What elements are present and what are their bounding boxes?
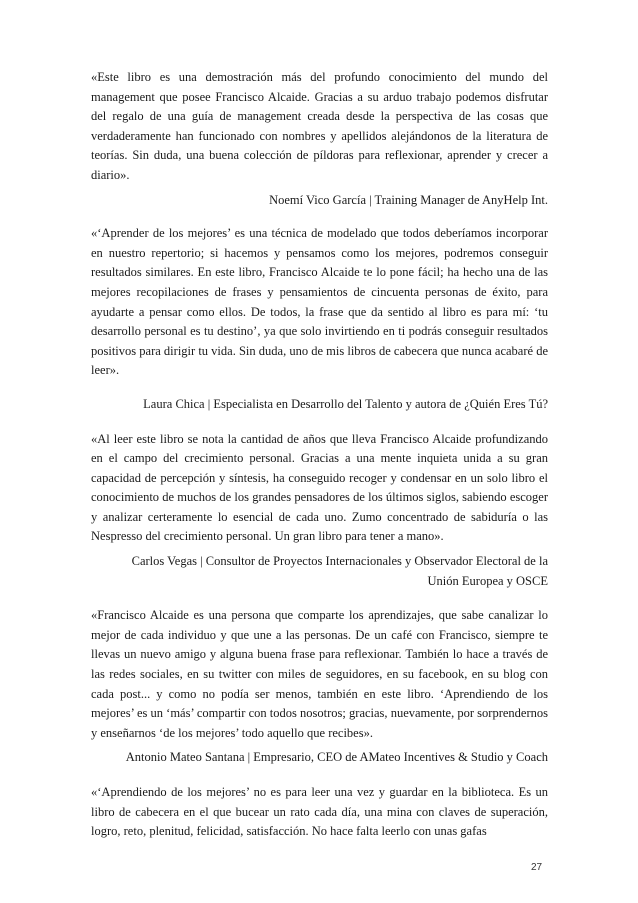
testimonial-attribution-1: Noemí Vico García | Training Manager de AnyHelp Int. [269,192,548,207]
testimonial-quote-5: «‘Aprendiendo de los mejores’ no es para leer una vez y guardar en la biblioteca. Es un libro de cabecera en el que bucear un rato cada día, una mina con claves de superación, logro, reto, plenitud, felicidad, satisfacción. No hace falta leerlo con unas gafas [91,785,548,839]
testimonial-quote-3: «Al leer este libro se nota la cantidad de años que lleva Francisco Alcaide profundizando en el campo del crecimiento personal. Gracias a una mente inquieta unida a su gran capacidad de percepción y síntesis, ha conseguido recoger y condensar en un solo libro el conocimiento de muchos de los grandes pensadores de los últimos siglos, sabiendo escoger y analizar certeramente lo esencial de cada uno. Zumo concentrado de sabiduría o las Nespresso del crecimiento personal. Un gran libro para tener a mano». [91,431,548,544]
page-number: 27 [531,862,543,873]
testimonial-attribution-3-line1: Carlos Vegas | Consultor de Proyectos Internacionales y Observador Electoral de la [131,554,548,569]
testimonial-quote-2: «‘Aprender de los mejores’ es una técnica de modelado que todos deberíamos incorporar en nuestro repertorio; si hacemos y pensamos como los mejores, podremos conseguir resultados similares. En este libro, Francisco Alcaide te lo pone fácil; ha hecho una de las mejores recopilaciones de frases y pensamientos de cincuenta personas de éxito, para ayudarte a pensar como ellos. De todos, la frase que da sentido al libro es para mí: ‘tu desarrollo personal es tu destino’, ya que solo invirtiendo en ti podrás conseguir resultados positivos para dirigir tu vida. Sin duda, uno de mis libros de cabecera que nunca acabaré de leer». [91,226,548,378]
testimonials-section [91,68,548,842]
testimonial-quote-1: «Este libro es una demostración más del profundo conocimiento del mundo del management que posee Francisco Alcaide. Gracias a su arduo trabajo podemos disfrutar del regalo de una guía de management creada desde la perspectiva de las cosas que verdaderamente han funcionado con nombres y apellidos alejándonos de la literatura de teorías. Sin duda, una buena colección de píldoras para reflexionar, aprender y crecer a diario». [91,70,548,182]
testimonial-attribution-2: Laura Chica | Especialista en Desarrollo del Talento y autora de ¿Quién Eres Tú? [143,396,548,411]
testimonial-quote-4: «Francisco Alcaide es una persona que comparte los aprendizajes, que sabe canalizar lo mejor de cada individuo y que une a las personas. De un café con Francisco, siempre te llevas un nuevo amigo y alguna buena frase para reflexionar. También lo hace a través de las redes sociales, en su twitter con miles de seguidores, en su facebook, en su blog con cada post... y como no podía ser menos, también en este libro. ‘Aprendiendo de los mejores’ es un ‘más’ compartir con todos nosotros; gracias, nuevamente, por sorprendernos y enseñarnos ‘de los mejores’ todo aquello que recibes». [91,608,548,740]
testimonial-attribution-3-line2: Unión Europea y OSCE [427,573,548,588]
testimonial-attribution-4: Antonio Mateo Santana | Empresario, CEO de AMateo Incentives & Studio y Coach [125,750,548,765]
